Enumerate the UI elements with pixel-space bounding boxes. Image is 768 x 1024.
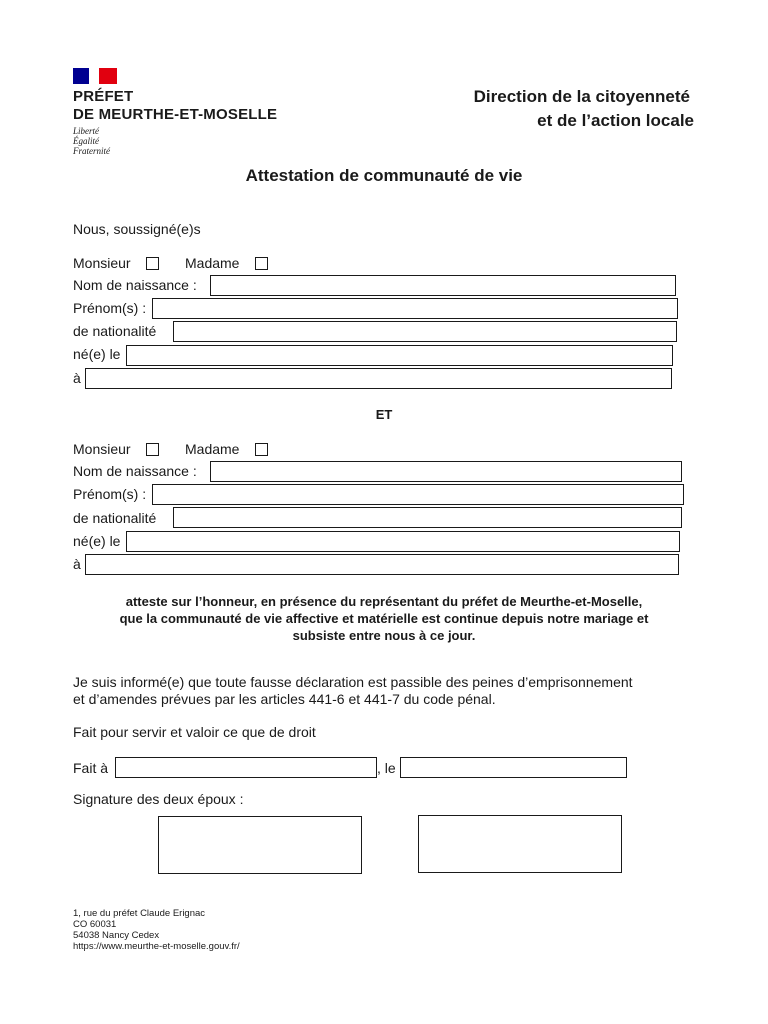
motto-liberte: Liberté bbox=[73, 126, 99, 136]
p1-madame-label: Madame bbox=[185, 255, 240, 271]
motto-fraternite: Fraternité bbox=[73, 146, 110, 156]
p1-nom-field[interactable] bbox=[210, 275, 676, 296]
attestation-line1: atteste sur l’honneur, en présence du représentant du préfet de Meurthe-et-Moselle, bbox=[125, 594, 643, 609]
p2-madame-label: Madame bbox=[185, 441, 240, 457]
p2-prenom-label: Prénom(s) : bbox=[73, 486, 147, 502]
p1-a-label: à bbox=[73, 370, 81, 386]
p1-nationalite-label: de nationalité bbox=[73, 323, 157, 339]
direction-line2: et de l’action locale bbox=[537, 111, 694, 130]
fait-pour-text: Fait pour servir et valoir ce que de droit bbox=[73, 724, 316, 740]
footer-address-line2: CO 60031 bbox=[73, 919, 117, 930]
p2-monsieur-checkbox[interactable] bbox=[146, 443, 159, 456]
signature-box-1[interactable] bbox=[158, 816, 362, 874]
p2-nationalite-label: de nationalité bbox=[73, 510, 157, 526]
motto-egalite: Égalité bbox=[73, 136, 99, 146]
p1-monsieur-checkbox[interactable] bbox=[146, 257, 159, 270]
fait-a-label: Fait à bbox=[73, 760, 109, 776]
p1-monsieur-label: Monsieur bbox=[73, 255, 131, 271]
p1-nationalite-field[interactable] bbox=[173, 321, 677, 342]
p2-monsieur-label: Monsieur bbox=[73, 441, 131, 457]
org-name-line1: PRÉFET bbox=[73, 88, 134, 105]
p1-prenom-field[interactable] bbox=[152, 298, 678, 319]
fait-a-field[interactable] bbox=[115, 757, 377, 778]
p2-nom-field[interactable] bbox=[210, 461, 682, 482]
marianne-flag-logo bbox=[73, 68, 117, 84]
p1-nom-label: Nom de naissance : bbox=[73, 277, 197, 293]
et-separator: ET bbox=[375, 407, 393, 422]
p2-a-field[interactable] bbox=[85, 554, 679, 575]
signature-label: Signature des deux époux : bbox=[73, 791, 244, 807]
signature-box-2[interactable] bbox=[418, 815, 622, 873]
p2-madame-checkbox[interactable] bbox=[255, 443, 268, 456]
p1-madame-checkbox[interactable] bbox=[255, 257, 268, 270]
p2-ne-field[interactable] bbox=[126, 531, 680, 552]
p1-prenom-label: Prénom(s) : bbox=[73, 300, 147, 316]
p1-ne-label: né(e) le bbox=[73, 346, 121, 362]
page-title: Attestation de communauté de vie bbox=[245, 166, 523, 185]
footer-website-link[interactable]: https://www.meurthe-et-moselle.gouv.fr/ bbox=[73, 941, 240, 952]
warning-line2: et d’amendes prévues par les articles 441-6 et 441-7 du code pénal. bbox=[73, 691, 496, 707]
p2-nom-label: Nom de naissance : bbox=[73, 463, 197, 479]
attestation-line2: que la communauté de vie affective et matérielle est continue depuis notre mariage et bbox=[119, 611, 649, 626]
p1-a-field[interactable] bbox=[85, 368, 672, 389]
footer-address-line1: 1, rue du préfet Claude Erignac bbox=[73, 908, 206, 919]
attestation-text bbox=[60, 593, 708, 644]
le-label: , le bbox=[377, 760, 396, 776]
p2-nationalite-field[interactable] bbox=[173, 507, 682, 528]
date-field[interactable] bbox=[400, 757, 627, 778]
attestation-line3: subsiste entre nous à ce jour. bbox=[292, 628, 476, 643]
p2-a-label: à bbox=[73, 556, 81, 572]
p2-ne-label: né(e) le bbox=[73, 533, 121, 549]
p1-ne-field[interactable] bbox=[126, 345, 673, 366]
org-name-line2: DE MEURTHE-ET-MOSELLE bbox=[73, 106, 278, 123]
intro-text: Nous, soussigné(e)s bbox=[73, 221, 201, 237]
direction-line1: Direction de la citoyenneté bbox=[473, 87, 690, 106]
footer-address-line3: 54038 Nancy Cedex bbox=[73, 930, 160, 941]
p2-prenom-field[interactable] bbox=[152, 484, 684, 505]
warning-line1: Je suis informé(e) que toute fausse déclaration est passible des peines d’emprisonnement bbox=[73, 674, 633, 690]
